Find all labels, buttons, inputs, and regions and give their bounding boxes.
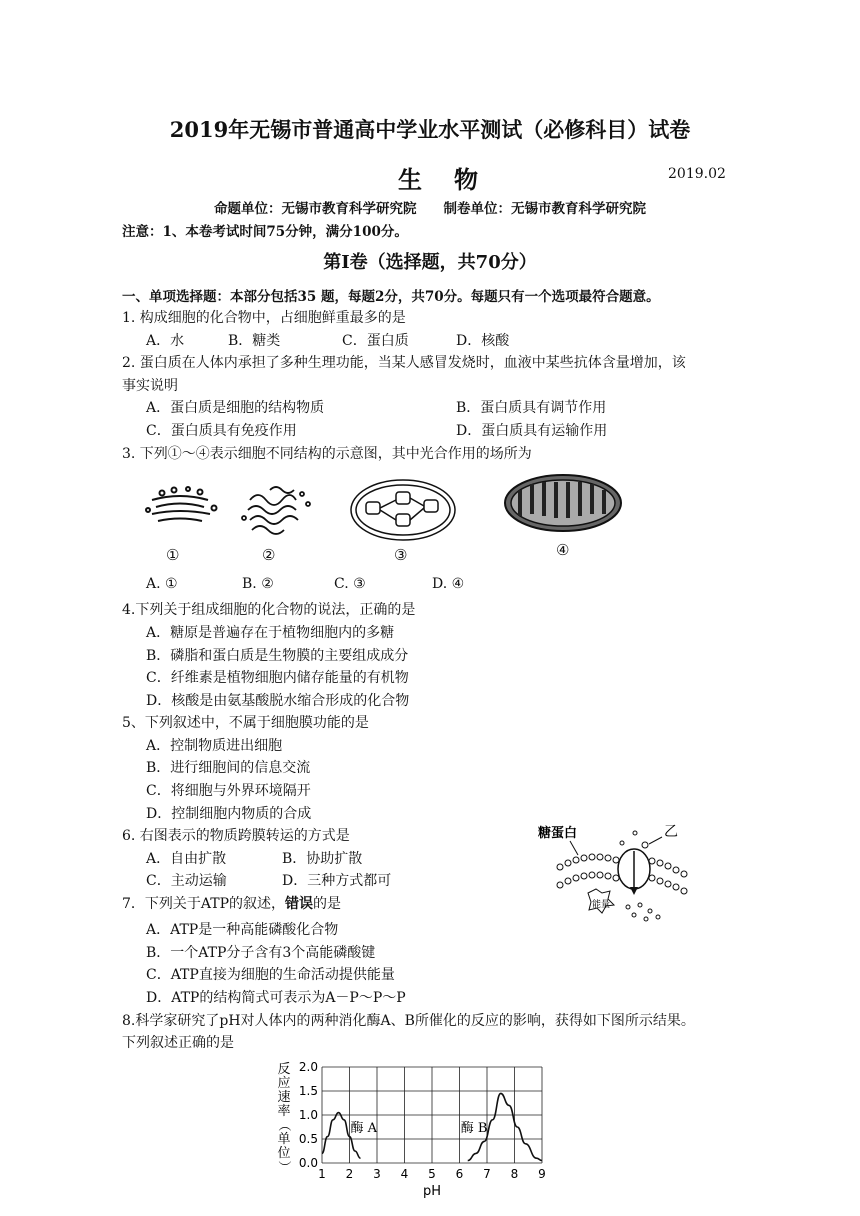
q7-option-c: C．ATP直接为细胞的生命活动提供能量 <box>146 967 395 983</box>
series-label-a: 酶 A <box>350 1120 378 1136</box>
golgi-apparatus-figure <box>146 487 217 521</box>
x-tick-label: 5 <box>428 1167 436 1181</box>
q3-label-4: ④ <box>556 541 570 559</box>
q8-stem-line2: 下列叙述正确的是 <box>122 1035 234 1051</box>
subject-title: 生物 <box>398 165 510 194</box>
q7-stem-pre: 7．下列关于ATP的叙述， <box>122 896 286 912</box>
y-axis-label-char: 单 <box>277 1132 291 1147</box>
q3-label-3: ③ <box>394 546 408 564</box>
q3-option-d: D. ④ <box>432 576 465 592</box>
q7-stem-post: 的是 <box>313 896 342 912</box>
q6-stem: 6. 右图表示的物质跨膜转运的方式是 <box>122 828 350 844</box>
y-axis-label <box>276 1062 291 1174</box>
q4-option-a: A．糖原是普遍存在于植物细胞内的多糖 <box>146 625 395 641</box>
q6-option-d: D．三种方式都可 <box>282 873 392 889</box>
x-tick-label: 9 <box>538 1167 546 1181</box>
mitochondrion-figure <box>505 475 621 531</box>
x-tick-label: 4 <box>400 1167 409 1181</box>
y-tick-label: 2.0 <box>298 1060 318 1074</box>
q2-option-a: A．蛋白质是细胞的结构物质 <box>146 400 325 416</box>
q7-stem <box>122 893 341 913</box>
q2-option-c: C．蛋白质具有免疫作用 <box>146 423 297 439</box>
chloroplast-figure <box>351 480 455 540</box>
energy-label: 能量 <box>592 900 611 910</box>
q6-option-a: A．自由扩散 <box>146 851 227 867</box>
q5-option-b: B．进行细胞间的信息交流 <box>146 760 311 776</box>
y-tick-labels <box>299 1060 318 1170</box>
y-axis-label-char: 应 <box>277 1076 291 1091</box>
q1-option-a: A．水 <box>146 333 185 349</box>
yi-label: 乙 <box>664 824 678 840</box>
exam-title: 2019年无锡市普通高中学业水平测试（必修科目）试卷 <box>169 117 691 142</box>
y-axis-label-char: 位 <box>277 1146 291 1161</box>
author-units: 命题单位：无锡市教育科学研究院 制卷单位：无锡市教育科学研究院 <box>214 201 646 217</box>
section-title: 第Ⅰ卷（选择题，共70分） <box>323 252 537 273</box>
q4-stem: 4.下列关于组成细胞的化合物的说法，正确的是 <box>122 602 416 618</box>
glycoprotein-label: 糖蛋白 <box>538 826 578 841</box>
x-tick-label: 6 <box>455 1167 464 1181</box>
q5-option-c: C．将细胞与外界环境隔开 <box>146 783 311 799</box>
q6-option-c: C．主动运输 <box>146 873 227 889</box>
y-tick-label: 1.5 <box>298 1084 318 1098</box>
q5-option-d: D．控制细胞内物质的合成 <box>146 806 312 822</box>
q2-option-b: B．蛋白质具有调节作用 <box>456 400 607 416</box>
y-axis-label-char: （ <box>276 1118 291 1132</box>
q8-stem-line1: 8.科学家研究了pH对人体内的两种消化酶A、B所催化的反应的影响，获得如下图所示结果。 <box>122 1013 695 1029</box>
x-tick-label: 2 <box>345 1167 354 1181</box>
q4-option-c: C．纤维素是植物细胞内储存能量的有机物 <box>146 670 409 686</box>
q7-option-b: B．一个ATP分子含有3个高能磷酸键 <box>146 945 376 961</box>
section-instructions: 一、单项选择题：本部分包括35 题，每题2分，共70分。每题只有一个选项最符合题意。 <box>122 289 660 305</box>
series-label-b: 酶 B <box>460 1120 488 1136</box>
x-tick-label: 7 <box>483 1167 491 1181</box>
q1-option-d: D．核酸 <box>456 333 510 349</box>
q5-option-a: A．控制物质进出细胞 <box>146 738 283 754</box>
q1-stem: 1. 构成细胞的化合物中，占细胞鲜重最多的是 <box>122 310 406 326</box>
q2-stem-line2: 事实说明 <box>122 378 178 394</box>
y-axis-label-char: 速 <box>277 1090 291 1105</box>
membrane-transport-figure <box>530 815 705 930</box>
q2-stem-line1: 2. 蛋白质在人体内承担了多种生理功能，当某人感冒发烧时，血液中某些抗体含量增加，该 <box>122 355 686 371</box>
y-tick-label: 0.0 <box>298 1156 318 1170</box>
q3-option-b: B. ② <box>242 576 274 592</box>
y-axis-label-char: ） <box>276 1160 291 1174</box>
endoplasmic-reticulum-figure <box>242 487 310 534</box>
q7-option-d: D．ATP的结构简式可表示为A－P～P～P <box>146 990 406 1006</box>
q3-label-2: ② <box>262 546 276 564</box>
exam-note: 注意：1、本卷考试时间75分钟，满分100分。 <box>122 224 408 240</box>
y-axis-label-char: 率 <box>277 1104 291 1119</box>
q1-option-c: C．蛋白质 <box>342 333 409 349</box>
q1-option-b: B．糖类 <box>228 333 281 349</box>
q3-option-c: C. ③ <box>334 576 366 592</box>
q4-option-b: B．磷脂和蛋白质是生物膜的主要组成成分 <box>146 648 409 664</box>
q7-stem-bold: 错误 <box>285 896 314 912</box>
exam-date: 2019.02 <box>668 166 726 182</box>
y-axis-label-char: 反 <box>277 1062 291 1077</box>
x-axis-label: pH <box>422 1184 442 1199</box>
y-tick-label: 0.5 <box>298 1132 318 1146</box>
q3-option-a: A. ① <box>146 576 178 592</box>
x-tick-label: 1 <box>318 1167 326 1181</box>
x-tick-label: 8 <box>510 1167 519 1181</box>
q3-stem: 3. 下列①～④表示细胞不同结构的示意图，其中光合作用的场所为 <box>122 446 532 462</box>
q4-option-d: D．核酸是由氨基酸脱水缩合形成的化合物 <box>146 693 410 709</box>
q5-stem: 5、下列叙述中，不属于细胞膜功能的是 <box>122 715 369 731</box>
x-tick-label: 3 <box>373 1167 381 1181</box>
q6-option-b: B．协助扩散 <box>282 851 363 867</box>
enzyme-ph-chart <box>270 1055 560 1200</box>
q2-option-d: D．蛋白质具有运输作用 <box>456 423 608 439</box>
y-tick-label: 1.0 <box>298 1108 318 1122</box>
x-tick-labels <box>318 1167 546 1181</box>
q3-label-1: ① <box>166 546 180 564</box>
q7-option-a: A．ATP是一种高能磷酸化合物 <box>146 922 339 938</box>
chart-grid <box>322 1067 542 1163</box>
